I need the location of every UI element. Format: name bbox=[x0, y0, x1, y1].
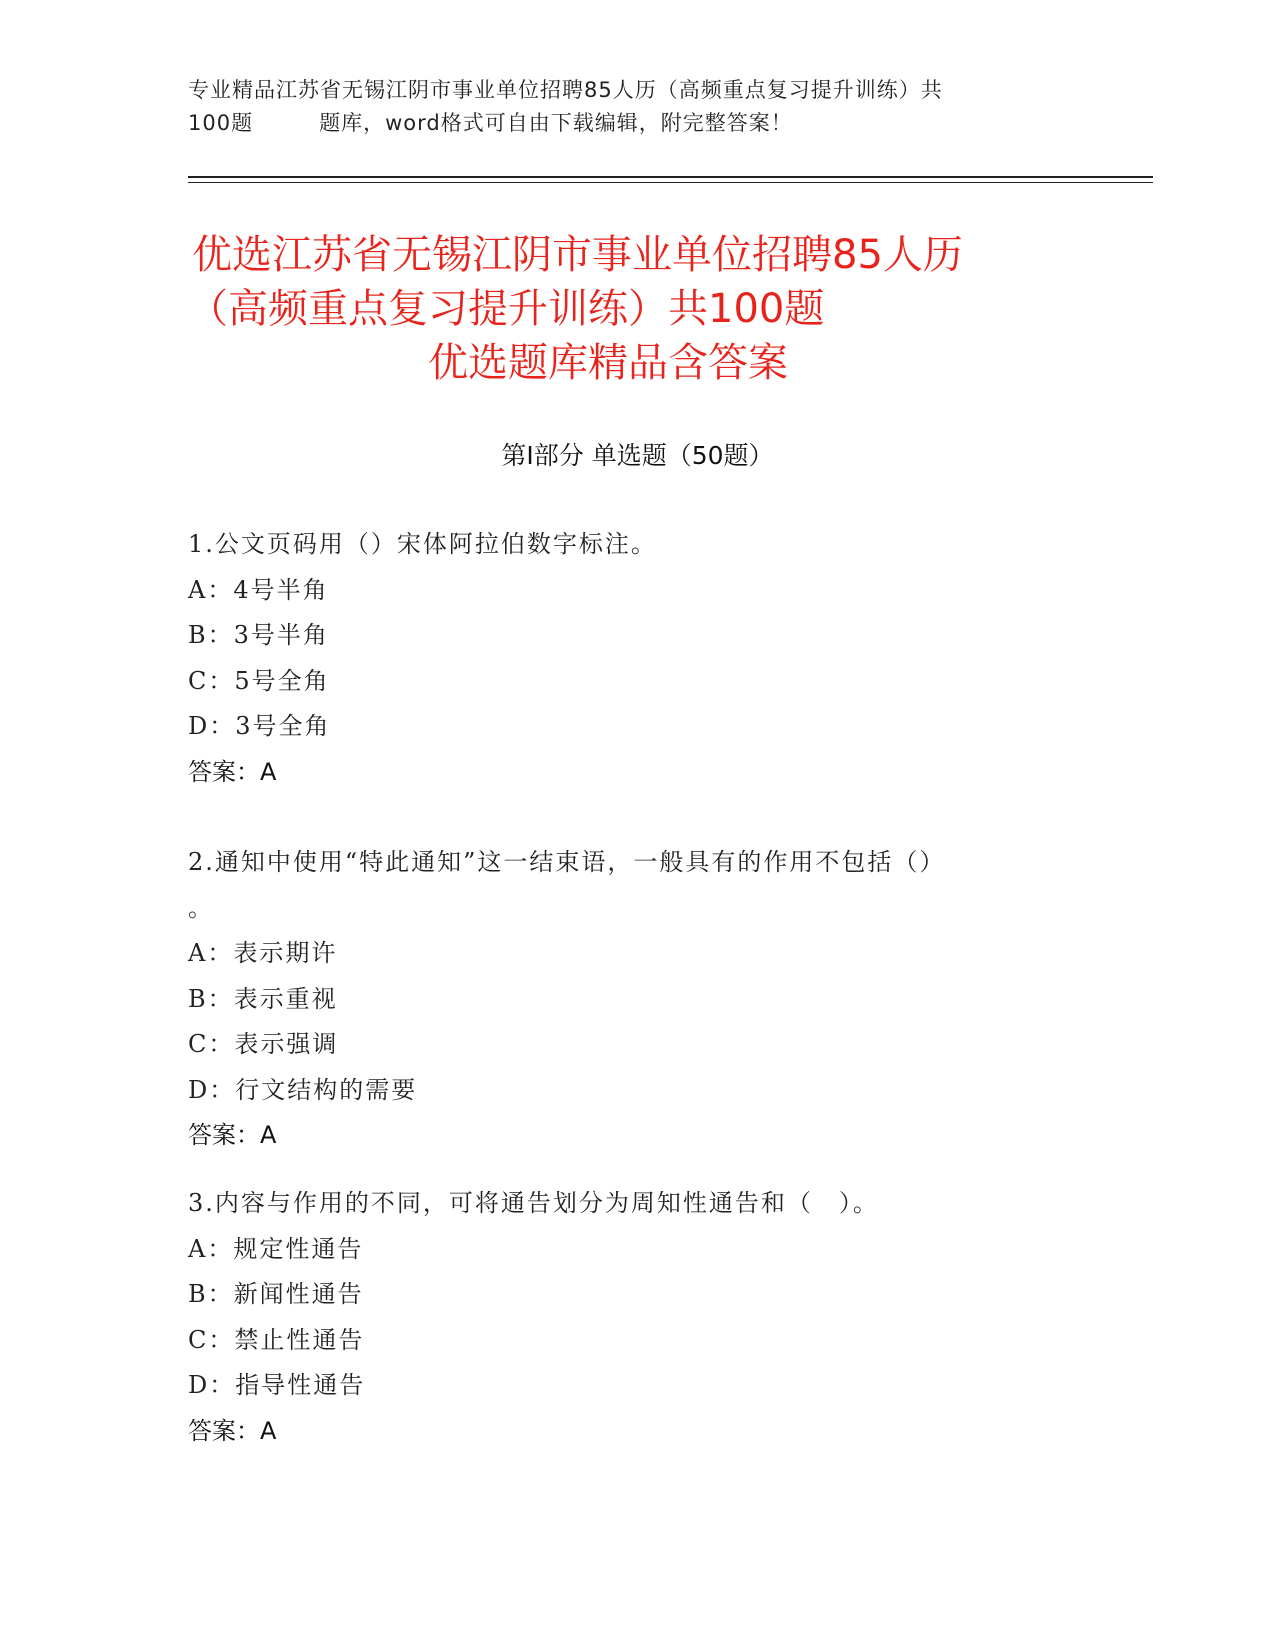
title-line-3: 优选题库精品含答案 bbox=[428, 340, 788, 386]
question-1 bbox=[188, 522, 1088, 795]
question-3 bbox=[188, 1181, 1088, 1454]
title-line-1: 优选江苏省无锡江阴市事业单位招聘85人历 bbox=[192, 232, 963, 278]
option-a: A：表示期许 bbox=[188, 939, 338, 967]
option-d: D：3号全角 bbox=[188, 712, 331, 740]
question-stem: 1.公文页码用（）宋体阿拉伯数字标注。 bbox=[188, 530, 657, 558]
option-b: B：新闻性通告 bbox=[188, 1280, 364, 1308]
option-a: A：4号半角 bbox=[188, 575, 329, 604]
answer: 答案：A bbox=[188, 757, 277, 786]
option-c: C：5号全角 bbox=[188, 666, 330, 695]
document-title bbox=[188, 228, 1153, 390]
header-divider-thick bbox=[188, 176, 1153, 178]
option-c: C：禁止性通告 bbox=[188, 1325, 365, 1354]
document-header bbox=[188, 74, 1088, 140]
question-2 bbox=[188, 840, 1088, 1159]
option-c: C：表示强调 bbox=[188, 1030, 339, 1058]
option-b: B：3号半角 bbox=[188, 621, 329, 649]
question-stem: 3.内容与作用的不同，可将通告划分为周知性通告和（ ）。 bbox=[188, 1189, 879, 1217]
header-line-2-right: 题库，word格式可自由下载编辑，附完整答案！ bbox=[319, 111, 793, 135]
option-d: D：指导性通告 bbox=[188, 1371, 366, 1399]
header-divider-thin bbox=[188, 182, 1153, 183]
question-stem: 2.通知中使用“特此通知”这一结束语，一般具有的作用不包括（） bbox=[188, 848, 946, 876]
section-heading: 第Ⅰ部分 单选题（50题） bbox=[501, 441, 774, 470]
question-stem-continued: 。 bbox=[188, 893, 214, 922]
answer: 答案：A bbox=[188, 1416, 277, 1445]
title-line-2: （高频重点复习提升训练）共100题 bbox=[188, 286, 825, 332]
option-a: A：规定性通告 bbox=[188, 1234, 364, 1263]
option-b: B：表示重视 bbox=[188, 984, 338, 1013]
header-line-2-left: 100题 bbox=[188, 111, 254, 135]
option-d: D：行文结构的需要 bbox=[188, 1075, 418, 1104]
answer: 答案：A bbox=[188, 1121, 277, 1149]
header-line-1: 专业精品江苏省无锡江阴市事业单位招聘85人历（高频重点复习提升训练）共 bbox=[188, 78, 943, 102]
